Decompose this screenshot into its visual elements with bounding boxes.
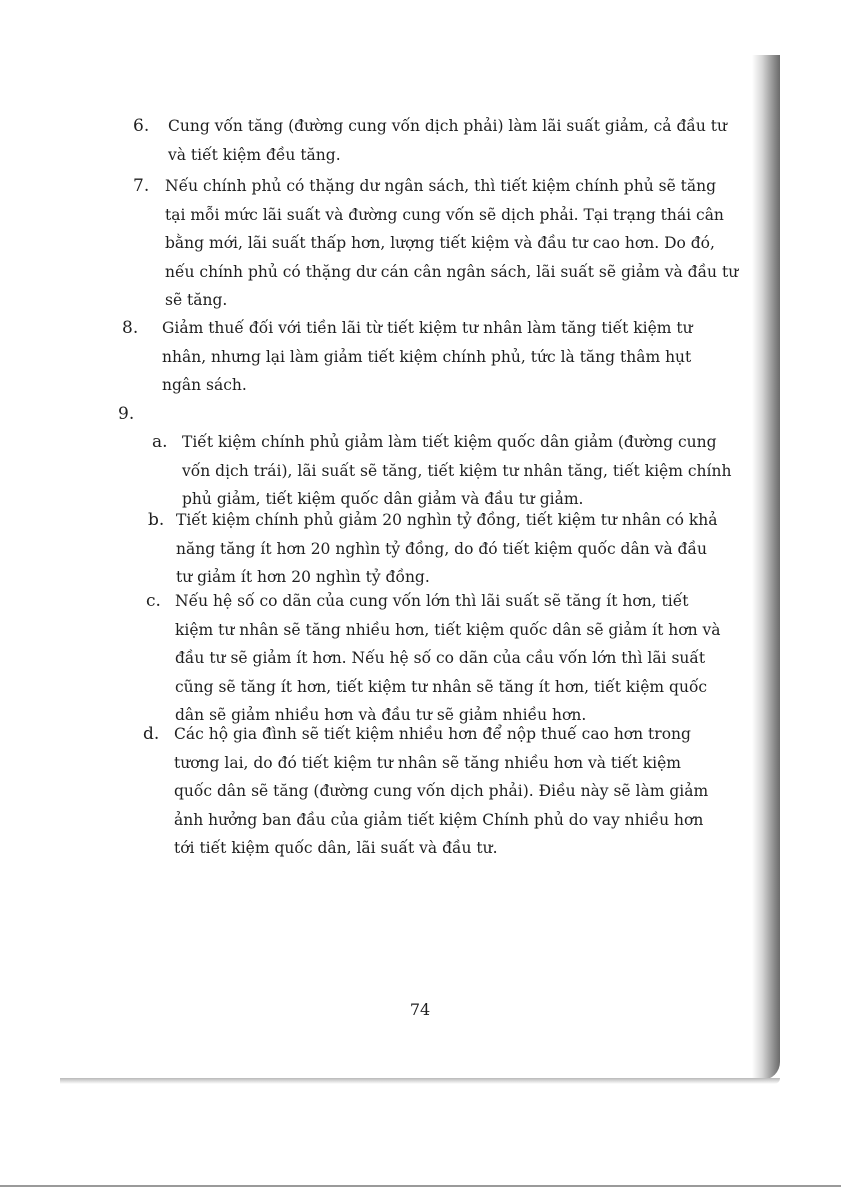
subitem-text: Nếu hệ số co dãn của cung vốn lớn thì lãi suất sẽ tăng ít hơn, tiết kiệm tư nhân sẽ tăng nhiều hơn, tiết kiệm quốc dân sẽ giảm ít hơn và đầu tư sẽ giảm ít hơn. Nếu hệ số co dãn của cầu vốn lớn thì lãi suất cũng sẽ tăng ít hơn, tiết kiệm tư nhân sẽ tăng ít hơn, tiết kiệm quốc dân sẽ giảm nhiều hơn và đầu tư sẽ giảm nhiều hơn. bbox=[175, 592, 721, 724]
item-text: Giảm thuế đối với tiền lãi từ tiết kiệm tư nhân làm tăng tiết kiệm tư nhân, nhưng lại làm giảm tiết kiệm chính phủ, tức là tăng thâm hụt ngân sách. bbox=[162, 319, 693, 394]
bottom-rule bbox=[0, 1185, 841, 1187]
item-text: Nếu chính phủ có thặng dư ngân sách, thì tiết kiệm chính phủ sẽ tăng tại mỗi mức lãi suất và đường cung vốn sẽ dịch phải. Tại trạng thái cân bằng mới, lãi suất thấp hơn, lượng tiết kiệm và đầu tư cao hơn. Do đó, nếu chính phủ có thặng dư cán cân ngân sách, lãi suất sẽ giảm và đầu tư sẽ tăng. bbox=[165, 177, 739, 309]
subitem-letter: c. bbox=[146, 591, 161, 611]
subitem-text: Tiết kiệm chính phủ giảm 20 nghìn tỷ đồng, tiết kiệm tư nhân có khả năng tăng ít hơn 20 nghìn tỷ đồng, do đó tiết kiệm quốc dân và đầu tư giảm ít hơn 20 nghìn tỷ đồng. bbox=[176, 511, 718, 586]
subitem-letter: b. bbox=[148, 510, 165, 530]
subitem-letter: a. bbox=[152, 432, 168, 452]
subitem-text: Các hộ gia đình sẽ tiết kiệm nhiều hơn để nộp thuế cao hơn trong tương lai, do đó tiết kiệm tư nhân sẽ tăng nhiều hơn và tiết kiệm quốc dân sẽ tăng (đường cung vốn dịch phải). Điều này sẽ làm giảm ảnh hưởng ban đầu của giảm tiết kiệm Chính phủ do vay nhiều hơn tới tiết kiệm quốc dân, lãi suất và đầu tư. bbox=[174, 725, 709, 857]
page-number: 74 bbox=[409, 1000, 431, 1019]
item-number: 7. bbox=[133, 176, 150, 196]
item-number: 6. bbox=[133, 116, 150, 136]
item-number: 9. bbox=[118, 404, 135, 424]
item-text: Cung vốn tăng (đường cung vốn dịch phải) làm lãi suất giảm, cả đầu tư và tiết kiệm đều tăng. bbox=[168, 117, 727, 164]
item-number: 8. bbox=[122, 318, 139, 338]
subitem-letter: d. bbox=[143, 724, 160, 744]
subitem-text: Tiết kiệm chính phủ giảm làm tiết kiệm quốc dân giảm (đường cung vốn dịch trái), lãi suất sẽ tăng, tiết kiệm tư nhân tăng, tiết kiệm chính phủ giảm, tiết kiệm quốc dân giảm và đầu tư giảm. bbox=[182, 433, 732, 508]
